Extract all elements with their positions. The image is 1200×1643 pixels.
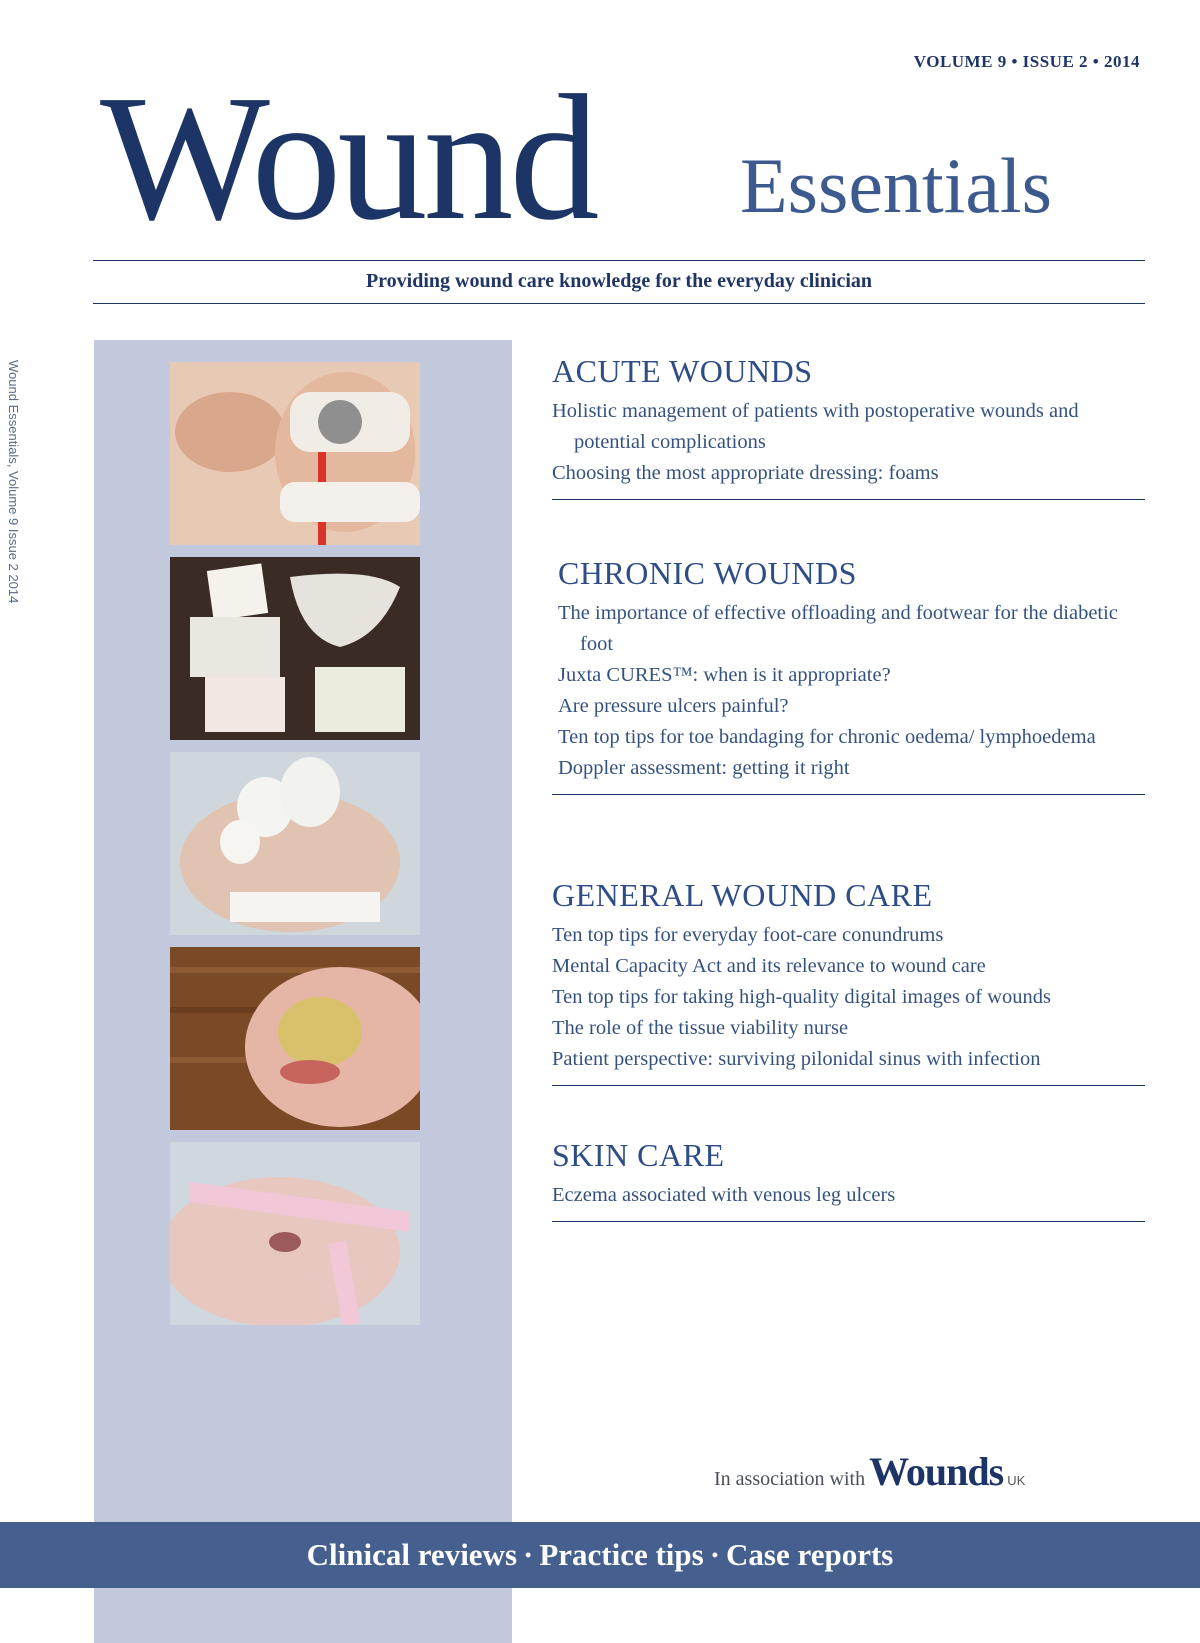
photo-toenail-icon (170, 947, 420, 1130)
banner-practice-tips: Practice tips (539, 1537, 704, 1572)
section-acute-wounds (552, 353, 1145, 500)
section-title: CHRONIC WOUNDS (558, 555, 857, 591)
photo-toe-dressing-icon (170, 362, 420, 545)
wounds-uk-suffix: UK (1007, 1473, 1026, 1488)
list-item[interactable]: Holistic management of patients with postoperative wounds and potential complications (552, 400, 1079, 453)
banner-separator: • (525, 1544, 532, 1565)
tagline-rule (93, 303, 1145, 304)
list-item[interactable]: Patient perspective: surviving pilonidal sinus with infection (552, 1048, 1041, 1070)
spine-text: Wound Essentials, Volume 9 Issue 2 2014 (6, 360, 21, 604)
tagline: Providing wound care knowledge for the everyday clinician (365, 270, 873, 292)
association-prefix: In association with (714, 1468, 866, 1490)
masthead-title: Wound (100, 58, 596, 257)
photo-panel (94, 340, 512, 1643)
association-credit (714, 1448, 1025, 1495)
list-item[interactable]: Juxta CURES™: when is it appropriate? (558, 664, 891, 686)
banner-separator: • (711, 1544, 719, 1565)
section-title: GENERAL WOUND CARE (552, 877, 933, 913)
section-rule (552, 499, 1145, 500)
list-item[interactable]: Mental Capacity Act and its relevance to wound care (552, 955, 986, 977)
list-item[interactable]: Doppler assessment: getting it right (558, 757, 850, 779)
list-item[interactable]: Choosing the most appropriate dressing: foams (552, 462, 939, 484)
photo-leg-measure-icon (170, 1142, 420, 1325)
list-item[interactable]: Are pressure ulcers painful? (558, 695, 789, 717)
issue-line: VOLUME 9 • ISSUE 2 • 2014 (913, 52, 1140, 71)
top-rule (93, 260, 1145, 261)
wounds-uk-logo: Wounds (869, 1449, 1004, 1494)
list-item[interactable]: Ten top tips for toe bandaging for chronic oedema/ lymphoedema (558, 726, 1096, 748)
list-item[interactable]: Ten top tips for everyday foot-care conundrums (552, 924, 944, 946)
section-general-wound-care (552, 877, 1145, 1086)
masthead-subtitle: Essentials (740, 142, 1052, 229)
photo-toe-bandaging-icon (170, 752, 420, 935)
banner-case-reports: Case reports (726, 1537, 894, 1572)
section-title: ACUTE WOUNDS (552, 353, 813, 389)
section-title: SKIN CARE (552, 1137, 725, 1173)
section-chronic-wounds (558, 555, 1145, 795)
bottom-banner (0, 1522, 1200, 1588)
list-item[interactable]: The importance of effective offloading and footwear for the diabetic foot (558, 602, 1118, 655)
section-rule (552, 1221, 1145, 1222)
list-item[interactable]: The role of the tissue viability nurse (552, 1017, 849, 1039)
list-item[interactable]: Ten top tips for taking high-quality digital images of wounds (552, 986, 1052, 1008)
photo-foam-dressings-icon (170, 557, 420, 740)
list-item[interactable]: Eczema associated with venous leg ulcers (552, 1184, 896, 1206)
section-rule (552, 1085, 1145, 1086)
banner-clinical-reviews: Clinical reviews (306, 1537, 518, 1572)
section-skin-care (552, 1137, 1145, 1222)
section-rule (552, 794, 1145, 795)
